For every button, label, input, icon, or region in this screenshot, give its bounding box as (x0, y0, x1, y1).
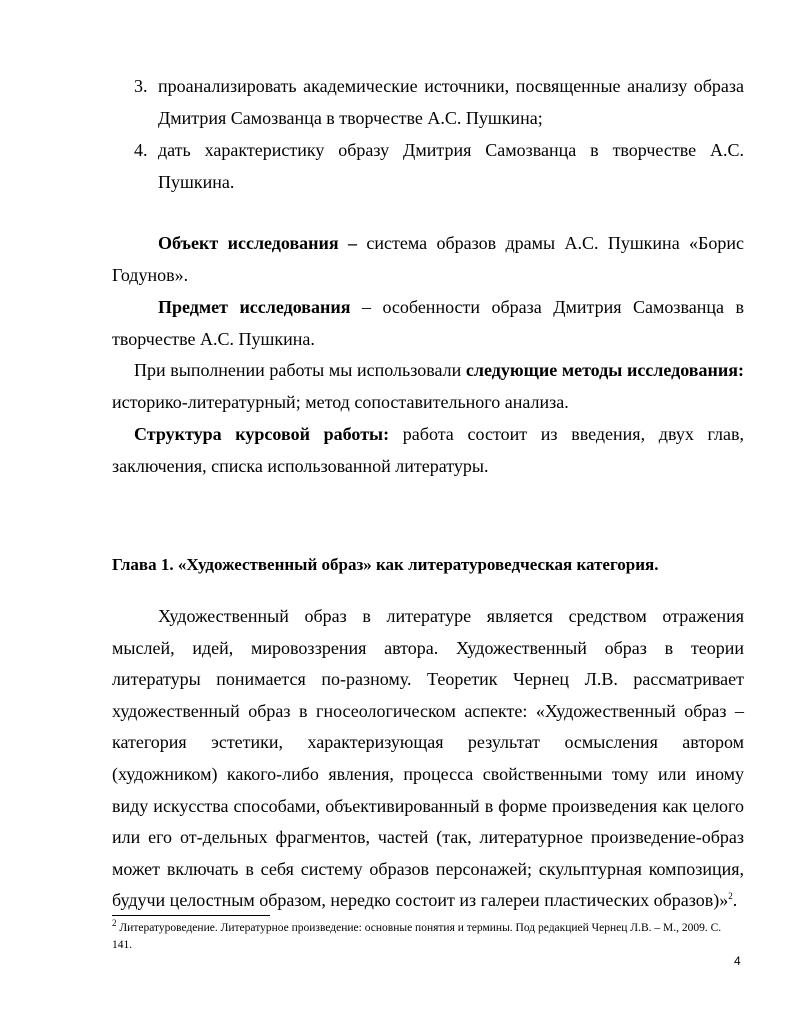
list-item-number: 4. (134, 140, 148, 160)
list-item-text: проанализировать академические источники, посвященные анализу образа Дмитрия Самозванца в творчестве А.С. Пушкина; (158, 76, 744, 128)
research-object-label: Объект исследования – (158, 233, 358, 253)
methods-paragraph (112, 354, 744, 418)
footnote-separator (112, 915, 270, 916)
footnote-text: Литературоведение. Литературное произведение: основные понятия и термины. Под редакцией Чернец Л.В. – М., 2009. С. 141. (112, 922, 722, 951)
methods-intro: При выполнении работы мы использовали (134, 360, 466, 380)
footnote (112, 920, 744, 954)
research-subject-label: Предмет исследования (158, 297, 351, 317)
main-paragraph (112, 601, 744, 917)
list-item-number: 3. (134, 76, 148, 96)
list-item-text: дать характеристику образу Дмитрия Самозванца в творчестве А.С. Пушкина. (158, 140, 744, 192)
research-subject-text: – особенности образа Дмитрия Самозванца в творчестве А.С. Пушкина. (112, 297, 744, 349)
structure-label: Структура курсовой работы: (134, 424, 390, 444)
task-list (112, 70, 744, 198)
list-item (112, 134, 744, 198)
list-item (112, 70, 744, 134)
structure-text: работа состоит из введения, двух глав, заключения, списка использованной литературы. (112, 424, 744, 476)
page-number: 4 (734, 954, 741, 968)
research-object-paragraph (112, 227, 744, 291)
methods-text: историко-литературный; метод сопоставительного анализа. (112, 392, 569, 412)
footnote-number: 2 (112, 918, 117, 929)
structure-paragraph (112, 418, 744, 482)
research-subject-paragraph (112, 291, 744, 355)
main-paragraph-end: . (732, 890, 738, 911)
main-paragraph-text: Художественный образ в литературе является средством отражения мыслей, идей, мировоззрения автора. Художественный образ в теории литературы понимается по-разному. Теоретик Чернец Л.В. рассматривает художественный образ в гносеологическом аспекте: «Художественный образ – категория эстетики, характеризующая результат осмысления автором (художником) какого-либо явления, процесса свойственными тому или иному виду искусства способами, объективированный в форме произведения как целого или его от-дельных фрагментов, частей (так, литературное произведение-образ может включать в себя систему образов персонажей; скульптурная композиция, будучи целостным образом, нередко состоит из галереи пластических образов)» (112, 606, 744, 911)
research-object-text: система образов драмы А.С. Пушкина «Борис Годунов». (112, 233, 744, 285)
methods-label: следующие методы исследования: (465, 360, 745, 380)
footnote-reference: 2 (728, 891, 733, 902)
chapter-heading: Глава 1. «Художественный образ» как литературоведческая категория. (112, 555, 659, 574)
